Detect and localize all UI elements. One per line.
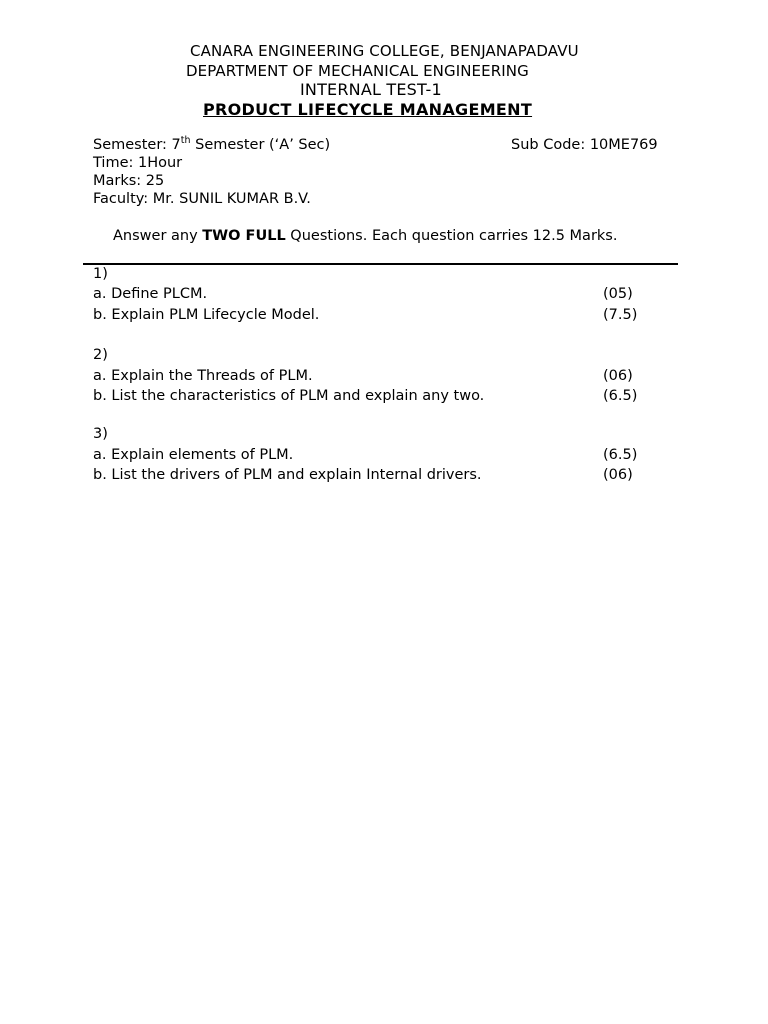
- instructions: [113, 228, 617, 244]
- question-part-text: a. Define PLCM.: [93, 286, 208, 302]
- exam-time: Time: 1Hour: [93, 155, 183, 171]
- test-title: INTERNAL TEST-1: [300, 80, 442, 99]
- faculty-name: Faculty: Mr. SUNIL KUMAR B.V.: [93, 191, 311, 207]
- question-part-text: a. Explain the Threads of PLM.: [93, 368, 313, 384]
- question-part-marks: (6.5): [603, 447, 638, 463]
- instructions-after: Questions. Each question carries 12.5 Marks.: [285, 228, 618, 244]
- question-number: 2): [93, 347, 108, 363]
- semester-rest: Semester (‘A’ Sec): [190, 137, 331, 153]
- subject-title: PRODUCT LIFECYCLE MANAGEMENT: [203, 100, 533, 119]
- question-part-text: b. List the characteristics of PLM and explain any two.: [93, 388, 485, 404]
- subject-code: Sub Code: 10ME769: [511, 137, 658, 153]
- college-name: CANARA ENGINEERING COLLEGE, BENJANAPADAVU: [190, 42, 579, 60]
- question-part-text: b. List the drivers of PLM and explain Internal drivers.: [93, 467, 482, 483]
- question-number: 3): [93, 426, 108, 442]
- question-number: 1): [93, 266, 108, 282]
- question-part-marks: (7.5): [603, 307, 638, 323]
- department-name: DEPARTMENT OF MECHANICAL ENGINEERING: [186, 62, 529, 80]
- instructions-before: Answer any: [113, 228, 203, 244]
- semester-superscript: th: [180, 135, 191, 146]
- instructions-bold: TWO FULL: [202, 228, 286, 244]
- divider-rule: [83, 263, 678, 265]
- semester-info: [93, 137, 330, 153]
- question-part-text: b. Explain PLM Lifecycle Model.: [93, 307, 320, 323]
- question-part-marks: (06): [603, 467, 633, 483]
- question-part-text: a. Explain elements of PLM.: [93, 447, 294, 463]
- semester-label: Semester: 7: [93, 137, 181, 153]
- question-part-marks: (6.5): [603, 388, 638, 404]
- question-part-marks: (06): [603, 368, 633, 384]
- exam-marks: Marks: 25: [93, 173, 165, 189]
- question-part-marks: (05): [603, 286, 633, 302]
